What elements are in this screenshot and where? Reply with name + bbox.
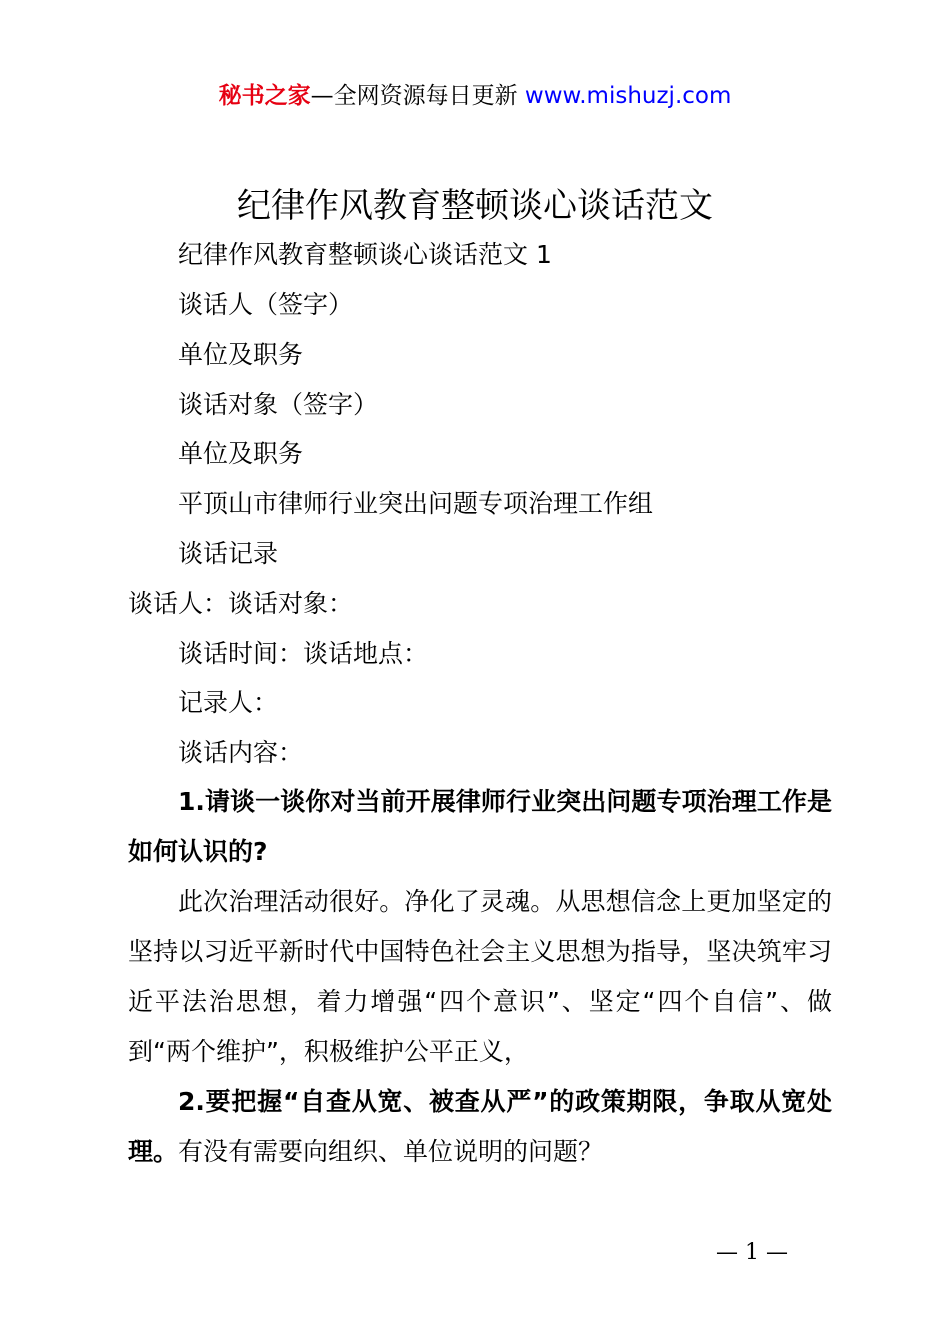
target-sign-label: 谈话对象（签字） [178, 390, 379, 419]
site-url[interactable]: www.mishuzj.com [524, 83, 732, 109]
recorder-line: 记录人： [178, 688, 279, 717]
organization-name: 平顶山市律师行业突出问题专项治理工作组 [178, 489, 654, 518]
page-number: — 1 — [716, 1240, 788, 1265]
subtitle: 纪律作风教育整顿谈心谈话范文 1 [178, 240, 552, 269]
document-title: 纪律作风教育整顿谈心谈话范文 [237, 186, 713, 226]
header-tagline: —全网资源每日更新 [310, 83, 525, 109]
time-place-line: 谈话时间：谈话地点： [178, 639, 429, 668]
record-heading: 谈话记录 [178, 539, 279, 568]
site-header [0, 80, 950, 112]
talker-sign-label: 谈话人（签字） [178, 290, 354, 319]
question-2 [128, 1077, 832, 1177]
question-2-bold: 2.要把握“自查从宽、被查从严”的政策期限，争取从宽处理。 [128, 1087, 832, 1166]
question-1: 1.请谈一谈你对当前开展律师行业突出问题专项治理工作是如何认识的? [128, 787, 832, 866]
answer-1: 此次治理活动很好。净化了灵魂。从思想信念上更加坚定的坚持以习近平新时代中国特色社会主义思想为指导，坚决筑牢习近平法治思想，着力增强“四个意识”、坚定“四个自信”、做到“两个维护”，积极维护公平正义， [128, 887, 832, 1066]
unit-post-label: 单位及职务 [178, 340, 304, 369]
question-2-rest: 有没有需要向组织、单位说明的问题？ [178, 1137, 604, 1166]
talker-target-line: 谈话人：谈话对象： [128, 589, 354, 618]
unit-post-label-2: 单位及职务 [178, 439, 304, 468]
brand-name: 秘书之家 [218, 83, 311, 109]
content-line: 谈话内容： [178, 738, 304, 767]
